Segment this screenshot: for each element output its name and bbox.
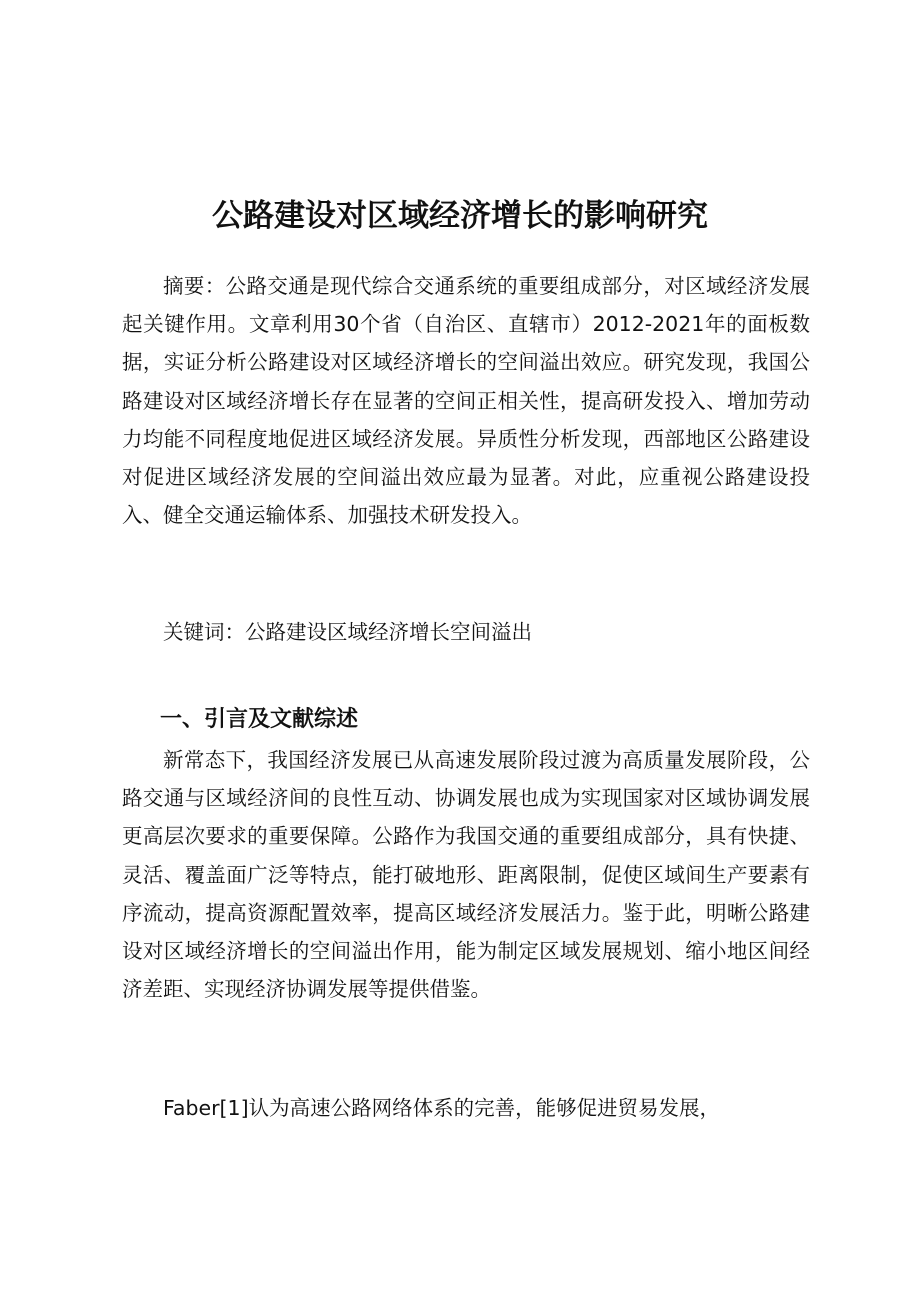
keywords-line: 关键词：公路建设区域经济增长空间溢出 bbox=[163, 620, 532, 644]
abstract-paragraph: 摘要：公路交通是现代综合交通系统的重要组成部分，对区域经济发展起关键作用。文章利用30个省（自治区、直辖市）2012-2021年的面板数据，实证分析公路建设对区域经济增长的空间溢出效应。研究发现，我国公路建设对区域经济增长存在显著的空间正相关性，提高研发投入、增加劳动力均能不同程度地促进区域经济发展。异质性分析发现，西部地区公路建设对促进区域经济发展的空间溢出效应最为显著。对此，应重视公路建设投入、健全交通运输体系、加强技术研发投入。 bbox=[122, 274, 810, 528]
section-heading: 一、引言及文献综述 bbox=[160, 707, 359, 732]
body-paragraph: 新常态下，我国经济发展已从高速发展阶段过渡为高质量发展阶段，公路交通与区域经济间的良性互动、协调发展也成为实现国家对区域协调发展更高层次要求的重要保障。公路作为我国交通的重要组成部分，具有快捷、灵活、覆盖面广泛等特点，能打破地形、距离限制，促使区域间生产要素有序流动，提高资源配置效率，提高区域经济发展活力。鉴于此，明晰公路建设对区域经济增长的空间溢出作用，能为制定区域发展规划、缩小地区间经济差距、实现经济协调发展等提供借鉴。 bbox=[122, 748, 810, 1002]
body-paragraph: Faber[1]认为高速公路网络体系的完善，能够促进贸易发展， bbox=[163, 1096, 721, 1120]
document-title: 公路建设对区域经济增长的影响研究 bbox=[212, 197, 708, 234]
